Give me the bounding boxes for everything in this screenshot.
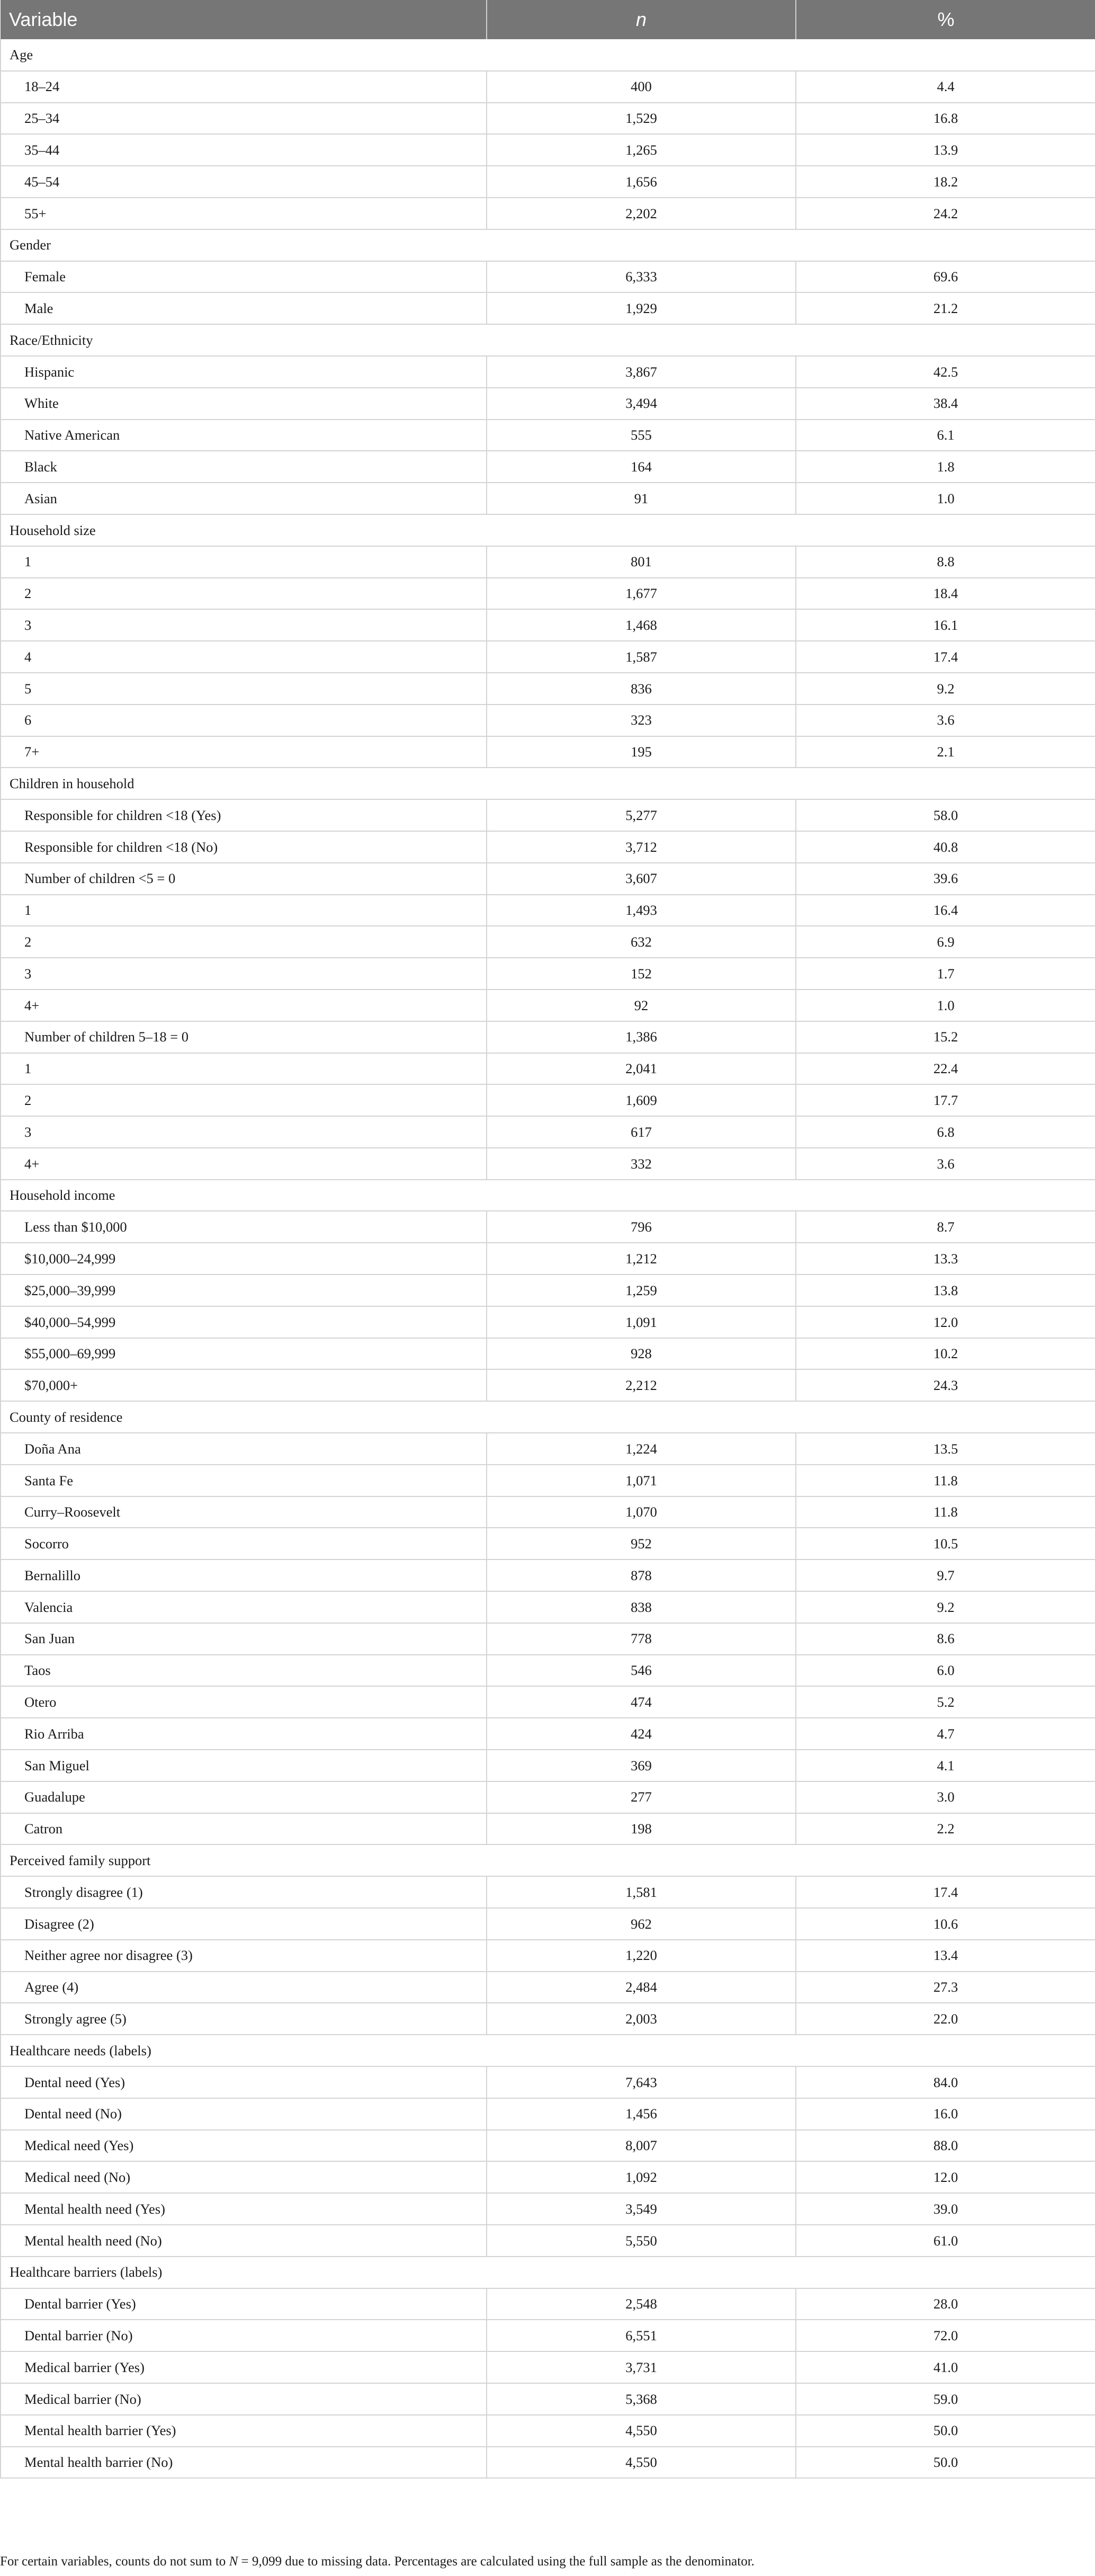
row-count: 796 [487, 1211, 796, 1243]
row-count: 632 [487, 926, 796, 958]
table-row [1, 1972, 1095, 2003]
section-row [1, 39, 1095, 71]
row-percent: 27.3 [796, 1972, 1095, 2003]
row-count: 92 [487, 990, 796, 1021]
table-row [1, 1243, 1095, 1274]
table-row [1, 831, 1095, 863]
row-percent: 50.0 [796, 2447, 1095, 2479]
row-label: Mental health need (Yes) [1, 2193, 487, 2225]
row-percent: 9.2 [796, 673, 1095, 705]
table-row [1, 578, 1095, 610]
table-row [1, 1274, 1095, 1306]
footnote-before: For certain variables, counts do not sum to [0, 2554, 229, 2569]
row-label: Socorro [1, 1528, 487, 1559]
row-label: 45–54 [1, 166, 487, 198]
row-percent: 88.0 [796, 2130, 1095, 2162]
row-count: 164 [487, 451, 796, 483]
table-row [1, 2288, 1095, 2320]
table-row [1, 1211, 1095, 1243]
row-label: Native American [1, 420, 487, 451]
row-count: 5,368 [487, 2383, 796, 2415]
row-count: 323 [487, 705, 796, 736]
row-label: Strongly disagree (1) [1, 1876, 487, 1908]
row-count: 6,551 [487, 2320, 796, 2351]
row-percent: 12.0 [796, 2161, 1095, 2193]
row-label: Medical need (Yes) [1, 2130, 487, 2162]
row-label: White [1, 388, 487, 420]
table-row [1, 1084, 1095, 1116]
row-percent: 3.6 [796, 1148, 1095, 1180]
row-label: Asian [1, 483, 487, 514]
row-label: 2 [1, 926, 487, 958]
section-title: County of residence [1, 1401, 1095, 1433]
section-row [1, 229, 1095, 261]
row-count: 1,656 [487, 166, 796, 198]
table-row [1, 546, 1095, 578]
table-row [1, 261, 1095, 293]
row-percent: 4.7 [796, 1718, 1095, 1750]
row-label: Medical barrier (Yes) [1, 2351, 487, 2383]
table-row [1, 1686, 1095, 1718]
row-percent: 13.5 [796, 1433, 1095, 1465]
row-label: Male [1, 292, 487, 324]
table-row [1, 1306, 1095, 1338]
row-percent: 69.6 [796, 261, 1095, 293]
table-row [1, 1940, 1095, 1972]
table-row [1, 388, 1095, 420]
row-label: 1 [1, 1053, 487, 1085]
row-percent: 1.0 [796, 483, 1095, 514]
row-count: 2,548 [487, 2288, 796, 2320]
row-label: 6 [1, 705, 487, 736]
row-percent: 4.4 [796, 71, 1095, 103]
header-row [1, 0, 1095, 39]
row-percent: 13.8 [796, 1274, 1095, 1306]
row-label: Doña Ana [1, 1433, 487, 1465]
row-label: 7+ [1, 736, 487, 768]
row-percent: 24.3 [796, 1369, 1095, 1401]
row-count: 424 [487, 1718, 796, 1750]
table-row [1, 2130, 1095, 2162]
section-title: Household size [1, 514, 1095, 546]
row-percent: 3.6 [796, 705, 1095, 736]
row-percent: 9.7 [796, 1559, 1095, 1591]
table-row [1, 451, 1095, 483]
row-label: Disagree (2) [1, 1908, 487, 1940]
section-row [1, 514, 1095, 546]
row-count: 546 [487, 1655, 796, 1687]
row-count: 1,456 [487, 2098, 796, 2130]
row-count: 962 [487, 1908, 796, 1940]
row-label: $55,000–69,999 [1, 1338, 487, 1370]
row-count: 1,224 [487, 1433, 796, 1465]
table-header [1, 0, 1095, 39]
row-count: 838 [487, 1591, 796, 1623]
table-row [1, 134, 1095, 166]
table-row [1, 483, 1095, 514]
row-percent: 17.7 [796, 1084, 1095, 1116]
table-row [1, 673, 1095, 705]
table-row [1, 2225, 1095, 2257]
row-percent: 39.6 [796, 863, 1095, 895]
row-percent: 38.4 [796, 388, 1095, 420]
row-label: Less than $10,000 [1, 1211, 487, 1243]
row-label: Otero [1, 1686, 487, 1718]
row-label: Dental need (No) [1, 2098, 487, 2130]
row-percent: 2.2 [796, 1813, 1095, 1845]
row-count: 1,071 [487, 1465, 796, 1496]
row-label: Valencia [1, 1591, 487, 1623]
row-percent: 16.1 [796, 609, 1095, 641]
row-label: Curry–Roosevelt [1, 1496, 487, 1528]
row-label: Responsible for children <18 (No) [1, 831, 487, 863]
row-label: Dental barrier (Yes) [1, 2288, 487, 2320]
row-label: 5 [1, 673, 487, 705]
row-count: 7,643 [487, 2066, 796, 2098]
table-row [1, 1655, 1095, 1687]
row-percent: 6.0 [796, 1655, 1095, 1687]
table-row [1, 1465, 1095, 1496]
row-label: Rio Arriba [1, 1718, 487, 1750]
table-row [1, 799, 1095, 831]
header-variable: Variable [1, 0, 487, 39]
row-count: 1,677 [487, 578, 796, 610]
row-percent: 16.0 [796, 2098, 1095, 2130]
table-row [1, 1053, 1095, 1085]
row-count: 3,731 [487, 2351, 796, 2383]
table-row [1, 609, 1095, 641]
row-percent: 17.4 [796, 641, 1095, 673]
row-count: 152 [487, 958, 796, 990]
section-title: Perceived family support [1, 1844, 1095, 1876]
row-count: 1,091 [487, 1306, 796, 1338]
table-row [1, 1813, 1095, 1845]
table-row [1, 1021, 1095, 1053]
row-percent: 3.0 [796, 1781, 1095, 1813]
row-percent: 13.4 [796, 1940, 1095, 1972]
row-percent: 9.2 [796, 1591, 1095, 1623]
row-percent: 61.0 [796, 2225, 1095, 2257]
row-count: 474 [487, 1686, 796, 1718]
table-row [1, 1623, 1095, 1655]
row-label: Hispanic [1, 356, 487, 388]
table-row [1, 1908, 1095, 1940]
row-count: 1,212 [487, 1243, 796, 1274]
row-percent: 28.0 [796, 2288, 1095, 2320]
row-percent: 22.4 [796, 1053, 1095, 1085]
row-count: 617 [487, 1116, 796, 1148]
row-percent: 50.0 [796, 2415, 1095, 2447]
table-row [1, 2320, 1095, 2351]
section-row [1, 2257, 1095, 2288]
table-row [1, 1781, 1095, 1813]
row-label: Number of children <5 = 0 [1, 863, 487, 895]
row-percent: 84.0 [796, 2066, 1095, 2098]
section-row [1, 768, 1095, 799]
section-row [1, 1844, 1095, 1876]
row-label: Dental need (Yes) [1, 2066, 487, 2098]
row-label: 18–24 [1, 71, 487, 103]
row-percent: 1.0 [796, 990, 1095, 1021]
table-row [1, 420, 1095, 451]
row-count: 1,070 [487, 1496, 796, 1528]
table-row [1, 705, 1095, 736]
row-count: 778 [487, 1623, 796, 1655]
table-body [1, 39, 1095, 2478]
row-label: 4 [1, 641, 487, 673]
row-count: 1,493 [487, 895, 796, 926]
row-count: 1,529 [487, 103, 796, 135]
row-count: 3,549 [487, 2193, 796, 2225]
row-count: 555 [487, 420, 796, 451]
table-row [1, 2351, 1095, 2383]
row-percent: 15.2 [796, 1021, 1095, 1053]
row-label: Santa Fe [1, 1465, 487, 1496]
row-count: 1,386 [487, 1021, 796, 1053]
row-count: 3,494 [487, 388, 796, 420]
row-label: Neither agree nor disagree (3) [1, 1940, 487, 1972]
row-label: 1 [1, 895, 487, 926]
row-count: 1,468 [487, 609, 796, 641]
row-label: Mental health need (No) [1, 2225, 487, 2257]
section-title: Race/Ethnicity [1, 324, 1095, 356]
section-title: Age [1, 39, 1095, 71]
row-percent: 13.9 [796, 134, 1095, 166]
row-label: Female [1, 261, 487, 293]
row-percent: 1.7 [796, 958, 1095, 990]
row-percent: 6.1 [796, 420, 1095, 451]
row-percent: 22.0 [796, 2003, 1095, 2035]
row-count: 369 [487, 1750, 796, 1781]
row-count: 878 [487, 1559, 796, 1591]
row-count: 5,550 [487, 2225, 796, 2257]
row-count: 2,202 [487, 198, 796, 229]
row-label: Medical need (No) [1, 2161, 487, 2193]
row-percent: 8.6 [796, 1623, 1095, 1655]
table-row [1, 2193, 1095, 2225]
row-percent: 18.4 [796, 578, 1095, 610]
row-count: 1,581 [487, 1876, 796, 1908]
row-percent: 12.0 [796, 1306, 1095, 1338]
row-percent: 5.2 [796, 1686, 1095, 1718]
row-count: 1,220 [487, 1940, 796, 1972]
table-row [1, 356, 1095, 388]
row-label: 3 [1, 958, 487, 990]
table-row [1, 292, 1095, 324]
row-percent: 11.8 [796, 1496, 1095, 1528]
row-count: 400 [487, 71, 796, 103]
row-count: 1,259 [487, 1274, 796, 1306]
row-percent: 8.7 [796, 1211, 1095, 1243]
table-row [1, 2415, 1095, 2447]
section-title: Gender [1, 229, 1095, 261]
row-percent: 16.8 [796, 103, 1095, 135]
row-count: 1,929 [487, 292, 796, 324]
table-row [1, 863, 1095, 895]
table-row [1, 1148, 1095, 1180]
row-percent: 8.8 [796, 546, 1095, 578]
section-title: Children in household [1, 768, 1095, 799]
table-row [1, 1750, 1095, 1781]
table-footnote [0, 2554, 1095, 2569]
row-percent: 11.8 [796, 1465, 1095, 1496]
row-count: 1,265 [487, 134, 796, 166]
row-percent: 2.1 [796, 736, 1095, 768]
row-percent: 21.2 [796, 292, 1095, 324]
row-count: 836 [487, 673, 796, 705]
row-percent: 72.0 [796, 2320, 1095, 2351]
table-row [1, 2161, 1095, 2193]
row-percent: 6.9 [796, 926, 1095, 958]
section-row [1, 2035, 1095, 2066]
section-row [1, 1180, 1095, 1211]
row-label: $70,000+ [1, 1369, 487, 1401]
row-label: 55+ [1, 198, 487, 229]
table-row [1, 1876, 1095, 1908]
table-row [1, 1559, 1095, 1591]
row-percent: 10.6 [796, 1908, 1095, 1940]
row-count: 2,212 [487, 1369, 796, 1401]
row-count: 6,333 [487, 261, 796, 293]
row-label: Bernalillo [1, 1559, 487, 1591]
row-label: Catron [1, 1813, 487, 1845]
row-count: 3,607 [487, 863, 796, 895]
row-percent: 16.4 [796, 895, 1095, 926]
row-label: 2 [1, 578, 487, 610]
table-row [1, 736, 1095, 768]
row-count: 198 [487, 1813, 796, 1845]
table-row [1, 166, 1095, 198]
table-row [1, 71, 1095, 103]
section-title: Healthcare barriers (labels) [1, 2257, 1095, 2288]
row-label: Responsible for children <18 (Yes) [1, 799, 487, 831]
row-label: $40,000–54,999 [1, 1306, 487, 1338]
row-count: 952 [487, 1528, 796, 1559]
footnote-after: = 9,099 due to missing data. Percentages are calculated using the full sample as the denominator. [238, 2554, 755, 2569]
row-label: 4+ [1, 990, 487, 1021]
row-count: 277 [487, 1781, 796, 1813]
row-percent: 4.1 [796, 1750, 1095, 1781]
row-label: Agree (4) [1, 1972, 487, 2003]
row-count: 332 [487, 1148, 796, 1180]
row-count: 91 [487, 483, 796, 514]
table-row [1, 1338, 1095, 1370]
table-row [1, 2098, 1095, 2130]
row-percent: 13.3 [796, 1243, 1095, 1274]
row-label: Mental health barrier (No) [1, 2447, 487, 2479]
row-percent: 41.0 [796, 2351, 1095, 2383]
row-label: San Juan [1, 1623, 487, 1655]
row-percent: 18.2 [796, 166, 1095, 198]
row-percent: 1.8 [796, 451, 1095, 483]
row-label: 1 [1, 546, 487, 578]
row-label: Dental barrier (No) [1, 2320, 487, 2351]
table-row [1, 926, 1095, 958]
row-percent: 42.5 [796, 356, 1095, 388]
table-row [1, 1718, 1095, 1750]
table-row [1, 2447, 1095, 2479]
row-label: 3 [1, 609, 487, 641]
row-percent: 17.4 [796, 1876, 1095, 1908]
row-label: $25,000–39,999 [1, 1274, 487, 1306]
row-label: $10,000–24,999 [1, 1243, 487, 1274]
section-row [1, 324, 1095, 356]
header-percent: % [796, 0, 1095, 39]
row-label: 4+ [1, 1148, 487, 1180]
footnote-n-symbol: N [229, 2554, 238, 2569]
table-row [1, 1433, 1095, 1465]
table-row [1, 990, 1095, 1021]
table-row [1, 895, 1095, 926]
row-label: 3 [1, 1116, 487, 1148]
row-count: 2,041 [487, 1053, 796, 1085]
row-label: Strongly agree (5) [1, 2003, 487, 2035]
row-label: 25–34 [1, 103, 487, 135]
table-row [1, 1116, 1095, 1148]
row-percent: 59.0 [796, 2383, 1095, 2415]
row-percent: 6.8 [796, 1116, 1095, 1148]
row-count: 195 [487, 736, 796, 768]
table-row [1, 2383, 1095, 2415]
row-count: 801 [487, 546, 796, 578]
row-count: 5,277 [487, 799, 796, 831]
row-label: Black [1, 451, 487, 483]
row-percent: 58.0 [796, 799, 1095, 831]
row-percent: 39.0 [796, 2193, 1095, 2225]
row-label: Mental health barrier (Yes) [1, 2415, 487, 2447]
row-count: 3,712 [487, 831, 796, 863]
table-row [1, 103, 1095, 135]
row-count: 1,609 [487, 1084, 796, 1116]
table-row [1, 1369, 1095, 1401]
row-count: 4,550 [487, 2447, 796, 2479]
row-label: 35–44 [1, 134, 487, 166]
row-count: 2,484 [487, 1972, 796, 2003]
row-percent: 40.8 [796, 831, 1095, 863]
row-percent: 10.2 [796, 1338, 1095, 1370]
table-row [1, 1591, 1095, 1623]
row-count: 1,587 [487, 641, 796, 673]
row-percent: 24.2 [796, 198, 1095, 229]
section-row [1, 1401, 1095, 1433]
row-count: 3,867 [487, 356, 796, 388]
row-count: 8,007 [487, 2130, 796, 2162]
row-count: 1,092 [487, 2161, 796, 2193]
row-label: San Miguel [1, 1750, 487, 1781]
row-label: Guadalupe [1, 1781, 487, 1813]
header-n: n [487, 0, 796, 39]
section-title: Household income [1, 1180, 1095, 1211]
row-label: Number of children 5–18 = 0 [1, 1021, 487, 1053]
table-row [1, 1528, 1095, 1559]
table-row [1, 641, 1095, 673]
row-count: 2,003 [487, 2003, 796, 2035]
row-count: 4,550 [487, 2415, 796, 2447]
table-row [1, 2003, 1095, 2035]
table-row [1, 198, 1095, 229]
table-row [1, 2066, 1095, 2098]
row-count: 928 [487, 1338, 796, 1370]
row-label: 2 [1, 1084, 487, 1116]
table-row [1, 958, 1095, 990]
row-percent: 10.5 [796, 1528, 1095, 1559]
table-row [1, 1496, 1095, 1528]
row-label: Medical barrier (No) [1, 2383, 487, 2415]
row-label: Taos [1, 1655, 487, 1687]
section-title: Healthcare needs (labels) [1, 2035, 1095, 2066]
